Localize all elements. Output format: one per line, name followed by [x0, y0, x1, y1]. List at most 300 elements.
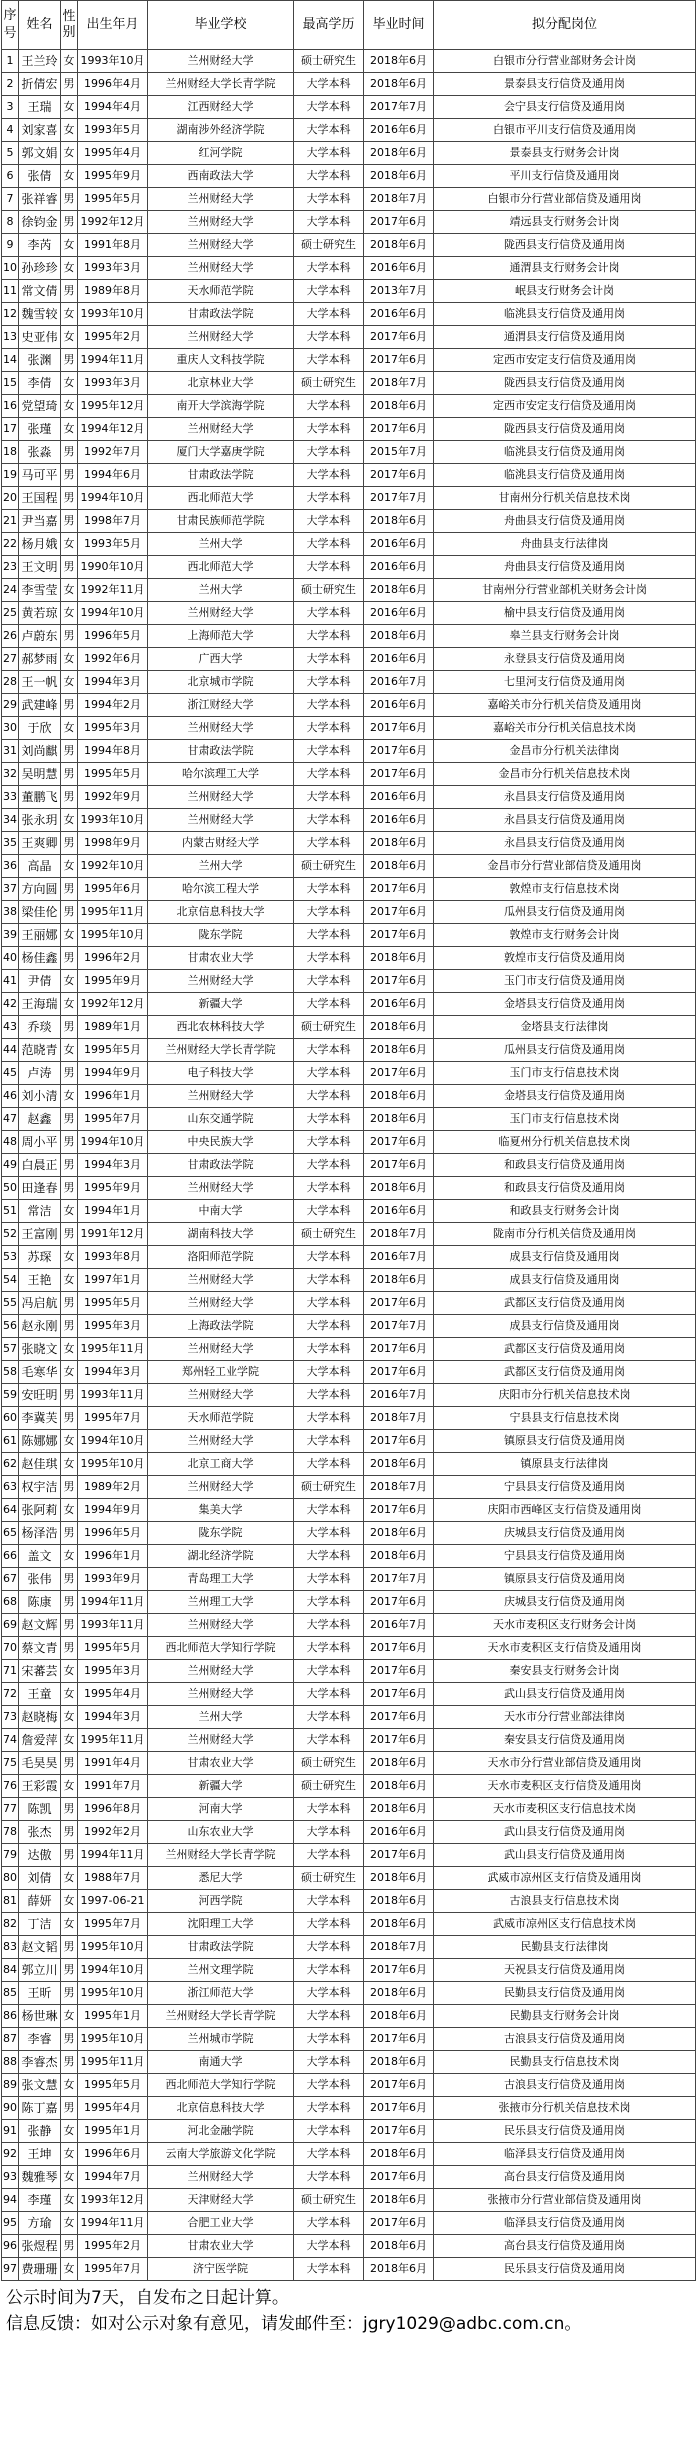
gender-cell: 男 — [61, 1177, 78, 1200]
graduation-cell: 2018年6月 — [364, 625, 434, 648]
birth-cell: 1995年5月 — [78, 1039, 148, 1062]
birth-cell: 1995年5月 — [78, 2074, 148, 2097]
header-degree: 最高学历 — [294, 1, 364, 50]
name-cell: 乔琰 — [19, 1016, 61, 1039]
name-cell: 毛昊昊 — [19, 1752, 61, 1775]
index-cell: 75 — [2, 1752, 19, 1775]
degree-cell: 大学本科 — [294, 1384, 364, 1407]
table-body — [2, 50, 696, 2281]
table-header-row — [2, 1, 696, 50]
degree-cell: 大学本科 — [294, 1338, 364, 1361]
table-row — [2, 234, 696, 257]
birth-cell: 1996年2月 — [78, 947, 148, 970]
index-cell: 73 — [2, 1706, 19, 1729]
name-cell: 王兰玲 — [19, 50, 61, 73]
graduation-cell: 2018年6月 — [364, 2235, 434, 2258]
gender-cell: 女 — [61, 2166, 78, 2189]
name-cell: 徐钧金 — [19, 211, 61, 234]
index-cell: 95 — [2, 2212, 19, 2235]
school-cell: 哈尔滨工程大学 — [148, 878, 294, 901]
birth-cell: 1993年10月 — [78, 303, 148, 326]
position-cell: 高台县支行信贷及通用岗 — [434, 2235, 696, 2258]
graduation-cell: 2017年6月 — [364, 1154, 434, 1177]
table-row — [2, 809, 696, 832]
degree-cell: 大学本科 — [294, 740, 364, 763]
table-row — [2, 1016, 696, 1039]
birth-cell: 1994年3月 — [78, 671, 148, 694]
gender-cell: 男 — [61, 1798, 78, 1821]
school-cell: 浙江财经大学 — [148, 694, 294, 717]
degree-cell: 大学本科 — [294, 832, 364, 855]
name-cell: 杨月娥 — [19, 533, 61, 556]
birth-cell: 1995年10月 — [78, 1982, 148, 2005]
degree-cell: 大学本科 — [294, 533, 364, 556]
position-cell: 武山县支行信贷及通用岗 — [434, 1821, 696, 1844]
school-cell: 兰州财经大学长青学院 — [148, 1844, 294, 1867]
position-cell: 舟曲县支行法律岗 — [434, 533, 696, 556]
name-cell: 毛寒华 — [19, 1361, 61, 1384]
school-cell: 兰州财经大学 — [148, 188, 294, 211]
table-row — [2, 1821, 696, 1844]
index-cell: 27 — [2, 648, 19, 671]
school-cell: 上海政法学院 — [148, 1315, 294, 1338]
name-cell: 达傲 — [19, 1844, 61, 1867]
name-cell: 董鹏飞 — [19, 786, 61, 809]
index-cell: 52 — [2, 1223, 19, 1246]
gender-cell: 男 — [61, 1108, 78, 1131]
school-cell: 天津财经大学 — [148, 2189, 294, 2212]
index-cell: 31 — [2, 740, 19, 763]
position-cell: 宁县县支行信贷及通用岗 — [434, 1476, 696, 1499]
gender-cell: 女 — [61, 1453, 78, 1476]
index-cell: 94 — [2, 2189, 19, 2212]
school-cell: 云南大学旅游文化学院 — [148, 2143, 294, 2166]
birth-cell: 1996年8月 — [78, 1798, 148, 1821]
name-cell: 王彩霞 — [19, 1775, 61, 1798]
birth-cell: 1992年6月 — [78, 648, 148, 671]
school-cell: 兰州财经大学 — [148, 602, 294, 625]
gender-cell: 男 — [61, 832, 78, 855]
school-cell: 天水师范学院 — [148, 1407, 294, 1430]
school-cell: 兰州财经大学 — [148, 1085, 294, 1108]
graduation-cell: 2017年6月 — [364, 1131, 434, 1154]
degree-cell: 大学本科 — [294, 1798, 364, 1821]
position-cell: 秦安县支行财务会计岗 — [434, 1660, 696, 1683]
table-row — [2, 2097, 696, 2120]
name-cell: 于欣 — [19, 717, 61, 740]
position-cell: 玉门市支行信贷及通用岗 — [434, 970, 696, 993]
birth-cell: 1994年7月 — [78, 2166, 148, 2189]
birth-cell: 1995年9月 — [78, 970, 148, 993]
index-cell: 10 — [2, 257, 19, 280]
table-row — [2, 993, 696, 1016]
degree-cell: 硕士研究生 — [294, 1223, 364, 1246]
degree-cell: 硕士研究生 — [294, 50, 364, 73]
degree-cell: 大学本科 — [294, 924, 364, 947]
feedback-note — [6, 2311, 696, 2337]
index-cell: 96 — [2, 2235, 19, 2258]
index-cell: 51 — [2, 1200, 19, 1223]
table-row — [2, 1315, 696, 1338]
position-cell: 民乐县支行信贷及通用岗 — [434, 2120, 696, 2143]
birth-cell: 1996年1月 — [78, 1085, 148, 1108]
school-cell: 兰州大学 — [148, 579, 294, 602]
name-cell: 折倩宏 — [19, 73, 61, 96]
name-cell: 王国程 — [19, 487, 61, 510]
gender-cell: 男 — [61, 510, 78, 533]
table-row — [2, 1177, 696, 1200]
degree-cell: 大学本科 — [294, 1177, 364, 1200]
position-cell: 武威市凉州区支行信贷及通用岗 — [434, 1867, 696, 1890]
graduation-cell: 2016年6月 — [364, 786, 434, 809]
position-cell: 永昌县支行信贷及通用岗 — [434, 832, 696, 855]
degree-cell: 硕士研究生 — [294, 372, 364, 395]
school-cell: 广西大学 — [148, 648, 294, 671]
degree-cell: 硕士研究生 — [294, 1016, 364, 1039]
school-cell: 兰州财经大学 — [148, 234, 294, 257]
degree-cell: 大学本科 — [294, 1131, 364, 1154]
gender-cell: 男 — [61, 901, 78, 924]
gender-cell: 女 — [61, 2143, 78, 2166]
birth-cell: 1995年1月 — [78, 2005, 148, 2028]
graduation-cell: 2016年6月 — [364, 556, 434, 579]
name-cell: 王童 — [19, 1683, 61, 1706]
school-cell: 西北师范大学 — [148, 556, 294, 579]
index-cell: 38 — [2, 901, 19, 924]
degree-cell: 大学本科 — [294, 464, 364, 487]
degree-cell: 大学本科 — [294, 1154, 364, 1177]
index-cell: 82 — [2, 1913, 19, 1936]
graduation-cell: 2018年6月 — [364, 165, 434, 188]
birth-cell: 1992年12月 — [78, 211, 148, 234]
name-cell: 张杰 — [19, 1821, 61, 1844]
position-cell: 岷县支行财务会计岗 — [434, 280, 696, 303]
gender-cell: 女 — [61, 1039, 78, 1062]
position-cell: 会宁县支行信贷及通用岗 — [434, 96, 696, 119]
school-cell: 电子科技大学 — [148, 1062, 294, 1085]
school-cell: 北京工商大学 — [148, 1453, 294, 1476]
gender-cell: 女 — [61, 1660, 78, 1683]
gender-cell: 男 — [61, 1637, 78, 1660]
degree-cell: 大学本科 — [294, 142, 364, 165]
graduation-cell: 2017年6月 — [364, 901, 434, 924]
gender-cell: 女 — [61, 50, 78, 73]
gender-cell: 男 — [61, 1591, 78, 1614]
name-cell: 张阿莉 — [19, 1499, 61, 1522]
graduation-cell: 2018年6月 — [364, 855, 434, 878]
position-cell: 定西市安定支行信贷及通用岗 — [434, 349, 696, 372]
gender-cell: 男 — [61, 1614, 78, 1637]
birth-cell: 1993年5月 — [78, 533, 148, 556]
degree-cell: 大学本科 — [294, 1637, 364, 1660]
school-cell: 兰州财经大学 — [148, 1729, 294, 1752]
degree-cell: 大学本科 — [294, 1890, 364, 1913]
graduation-cell: 2017年7月 — [364, 487, 434, 510]
table-row — [2, 2120, 696, 2143]
position-cell: 敦煌市支行信息技术岗 — [434, 878, 696, 901]
name-cell: 黄若琼 — [19, 602, 61, 625]
school-cell: 西北师范大学知行学院 — [148, 2074, 294, 2097]
graduation-cell: 2016年7月 — [364, 671, 434, 694]
index-cell: 30 — [2, 717, 19, 740]
position-cell: 民勤县支行信息技术岗 — [434, 2051, 696, 2074]
birth-cell: 1995年11月 — [78, 1729, 148, 1752]
graduation-cell: 2017年6月 — [364, 2028, 434, 2051]
birth-cell: 1994年4月 — [78, 96, 148, 119]
school-cell: 湖南科技大学 — [148, 1223, 294, 1246]
school-cell: 甘肃民族师范学院 — [148, 510, 294, 533]
school-cell: 兰州财经大学 — [148, 418, 294, 441]
school-cell: 沈阳理工大学 — [148, 1913, 294, 1936]
index-cell: 12 — [2, 303, 19, 326]
position-cell: 敦煌市支行财务会计岗 — [434, 924, 696, 947]
table-row — [2, 1292, 696, 1315]
graduation-cell: 2017年6月 — [364, 970, 434, 993]
name-cell: 范晓青 — [19, 1039, 61, 1062]
birth-cell: 1991年12月 — [78, 1223, 148, 1246]
birth-cell: 1992年11月 — [78, 579, 148, 602]
table-row — [2, 349, 696, 372]
footer-notes — [0, 2281, 696, 2337]
position-cell: 古浪县支行信贷及通用岗 — [434, 2074, 696, 2097]
index-cell: 56 — [2, 1315, 19, 1338]
table-row — [2, 740, 696, 763]
table-row — [2, 1223, 696, 1246]
table-row — [2, 2074, 696, 2097]
school-cell: 甘肃政法学院 — [148, 1154, 294, 1177]
school-cell: 集美大学 — [148, 1499, 294, 1522]
graduation-cell: 2018年6月 — [364, 832, 434, 855]
name-cell: 权宇洁 — [19, 1476, 61, 1499]
graduation-cell: 2017年6月 — [364, 1361, 434, 1384]
degree-cell: 硕士研究生 — [294, 855, 364, 878]
gender-cell: 女 — [61, 2074, 78, 2097]
graduation-cell: 2018年6月 — [364, 1453, 434, 1476]
position-cell: 定西市安定支行信贷及通用岗 — [434, 395, 696, 418]
school-cell: 兰州财经大学 — [148, 717, 294, 740]
birth-cell: 1989年2月 — [78, 1476, 148, 1499]
graduation-cell: 2017年6月 — [364, 2074, 434, 2097]
gender-cell: 男 — [61, 2051, 78, 2074]
graduation-cell: 2018年7月 — [364, 188, 434, 211]
name-cell: 苏琛 — [19, 1246, 61, 1269]
index-cell: 68 — [2, 1591, 19, 1614]
graduation-cell: 2016年6月 — [364, 694, 434, 717]
graduation-cell: 2017年7月 — [364, 1315, 434, 1338]
birth-cell: 1993年8月 — [78, 1246, 148, 1269]
school-cell: 河西学院 — [148, 1890, 294, 1913]
name-cell: 赵永刚 — [19, 1315, 61, 1338]
degree-cell: 大学本科 — [294, 1085, 364, 1108]
table-row — [2, 1361, 696, 1384]
birth-cell: 1996年5月 — [78, 625, 148, 648]
degree-cell: 大学本科 — [294, 510, 364, 533]
index-cell: 37 — [2, 878, 19, 901]
position-cell: 玉门市支行信息技术岗 — [434, 1108, 696, 1131]
table-row — [2, 1522, 696, 1545]
name-cell: 孙珍珍 — [19, 257, 61, 280]
birth-cell: 1995年11月 — [78, 2051, 148, 2074]
graduation-cell: 2017年6月 — [364, 326, 434, 349]
degree-cell: 大学本科 — [294, 1729, 364, 1752]
table-row — [2, 372, 696, 395]
table-row — [2, 395, 696, 418]
birth-cell: 1996年4月 — [78, 73, 148, 96]
birth-cell: 1997-06-21 — [78, 1890, 148, 1913]
gender-cell: 男 — [61, 188, 78, 211]
graduation-cell: 2018年7月 — [364, 1476, 434, 1499]
graduation-cell: 2018年6月 — [364, 1269, 434, 1292]
graduation-cell: 2018年6月 — [364, 50, 434, 73]
degree-cell: 大学本科 — [294, 2028, 364, 2051]
name-cell: 卢涛 — [19, 1062, 61, 1085]
school-cell: 兰州财经大学 — [148, 50, 294, 73]
name-cell: 丁洁 — [19, 1913, 61, 1936]
graduation-cell: 2016年6月 — [364, 809, 434, 832]
graduation-cell: 2016年7月 — [364, 1384, 434, 1407]
index-cell: 3 — [2, 96, 19, 119]
index-cell: 4 — [2, 119, 19, 142]
birth-cell: 1996年1月 — [78, 1545, 148, 1568]
degree-cell: 大学本科 — [294, 1453, 364, 1476]
index-cell: 67 — [2, 1568, 19, 1591]
degree-cell: 大学本科 — [294, 970, 364, 993]
table-row — [2, 602, 696, 625]
school-cell: 甘肃政法学院 — [148, 303, 294, 326]
name-cell: 陈凯 — [19, 1798, 61, 1821]
birth-cell: 1994年10月 — [78, 602, 148, 625]
table-row — [2, 1982, 696, 2005]
index-cell: 43 — [2, 1016, 19, 1039]
birth-cell: 1995年6月 — [78, 878, 148, 901]
table-row — [2, 1338, 696, 1361]
gender-cell: 女 — [61, 855, 78, 878]
table-row — [2, 2143, 696, 2166]
feedback-end: 。 — [564, 2314, 582, 2334]
school-cell: 甘肃农业大学 — [148, 2235, 294, 2258]
table-row — [2, 1085, 696, 1108]
index-cell: 79 — [2, 1844, 19, 1867]
birth-cell: 1997年1月 — [78, 1269, 148, 1292]
gender-cell: 女 — [61, 1890, 78, 1913]
table-row — [2, 1936, 696, 1959]
degree-cell: 大学本科 — [294, 73, 364, 96]
birth-cell: 1998年9月 — [78, 832, 148, 855]
table-row — [2, 786, 696, 809]
gender-cell: 男 — [61, 441, 78, 464]
school-cell: 湖北经济学院 — [148, 1545, 294, 1568]
table-row — [2, 1200, 696, 1223]
school-cell: 中南大学 — [148, 1200, 294, 1223]
school-cell: 中央民族大学 — [148, 1131, 294, 1154]
gender-cell: 男 — [61, 1752, 78, 1775]
index-cell: 20 — [2, 487, 19, 510]
graduation-cell: 2018年6月 — [364, 1775, 434, 1798]
degree-cell: 大学本科 — [294, 717, 364, 740]
table-row — [2, 464, 696, 487]
gender-cell: 女 — [61, 1913, 78, 1936]
table-row — [2, 1430, 696, 1453]
position-cell: 皋兰县支行财务会计岗 — [434, 625, 696, 648]
birth-cell: 1995年7月 — [78, 2258, 148, 2281]
degree-cell: 大学本科 — [294, 556, 364, 579]
birth-cell: 1995年9月 — [78, 1177, 148, 1200]
birth-cell: 1994年8月 — [78, 740, 148, 763]
position-cell: 甘南州分行机关信息技术岗 — [434, 487, 696, 510]
degree-cell: 大学本科 — [294, 809, 364, 832]
graduation-cell: 2018年6月 — [364, 395, 434, 418]
table-row — [2, 1269, 696, 1292]
degree-cell: 大学本科 — [294, 303, 364, 326]
position-cell: 敦煌市支行信贷及通用岗 — [434, 947, 696, 970]
index-cell: 50 — [2, 1177, 19, 1200]
table-row — [2, 855, 696, 878]
position-cell: 白银市平川支行信贷及通用岗 — [434, 119, 696, 142]
table-row — [2, 2212, 696, 2235]
school-cell: 兰州财经大学 — [148, 1177, 294, 1200]
gender-cell: 男 — [61, 1844, 78, 1867]
index-cell: 2 — [2, 73, 19, 96]
table-row — [2, 1499, 696, 1522]
position-cell: 庆阳市分行机关信息技术岗 — [434, 1384, 696, 1407]
position-cell: 民勤县支行信贷及通用岗 — [434, 1982, 696, 2005]
degree-cell: 硕士研究生 — [294, 2189, 364, 2212]
school-cell: 北京信息科技大学 — [148, 901, 294, 924]
name-cell: 杨世琳 — [19, 2005, 61, 2028]
gender-cell: 女 — [61, 648, 78, 671]
gender-cell: 男 — [61, 1292, 78, 1315]
birth-cell: 1995年10月 — [78, 2028, 148, 2051]
position-cell: 临洮县支行信贷及通用岗 — [434, 464, 696, 487]
index-cell: 9 — [2, 234, 19, 257]
gender-cell: 男 — [61, 1407, 78, 1430]
graduation-cell: 2018年6月 — [364, 2005, 434, 2028]
school-cell: 兰州财经大学 — [148, 211, 294, 234]
publicity-period-note: 公示时间为7天，自发布之日起计算。 — [6, 2288, 289, 2308]
gender-cell: 女 — [61, 1200, 78, 1223]
degree-cell: 大学本科 — [294, 2166, 364, 2189]
school-cell: 红河学院 — [148, 142, 294, 165]
gender-cell: 女 — [61, 1683, 78, 1706]
name-cell: 李瑾 — [19, 2189, 61, 2212]
birth-cell: 1994年3月 — [78, 1154, 148, 1177]
birth-cell: 1994年11月 — [78, 349, 148, 372]
gender-cell: 男 — [61, 786, 78, 809]
name-cell: 赵佳琪 — [19, 1453, 61, 1476]
table-row — [2, 1890, 696, 1913]
birth-cell: 1993年3月 — [78, 257, 148, 280]
gender-cell: 男 — [61, 1959, 78, 1982]
degree-cell: 大学本科 — [294, 1108, 364, 1131]
graduation-cell: 2013年7月 — [364, 280, 434, 303]
name-cell: 吴明慧 — [19, 763, 61, 786]
gender-cell: 男 — [61, 740, 78, 763]
position-cell: 民乐县支行信贷及通用岗 — [434, 2258, 696, 2281]
gender-cell: 男 — [61, 556, 78, 579]
header-graduation: 毕业时间 — [364, 1, 434, 50]
candidate-table — [1, 0, 696, 2281]
table-row — [2, 947, 696, 970]
table-row — [2, 1131, 696, 1154]
name-cell: 陈娜娜 — [19, 1430, 61, 1453]
index-cell: 57 — [2, 1338, 19, 1361]
table-row — [2, 257, 696, 280]
index-cell: 49 — [2, 1154, 19, 1177]
position-cell: 张掖市分行营业部信贷及通用岗 — [434, 2189, 696, 2212]
school-cell: 兰州财经大学 — [148, 970, 294, 993]
school-cell: 兰州城市学院 — [148, 2028, 294, 2051]
table-row — [2, 1591, 696, 1614]
